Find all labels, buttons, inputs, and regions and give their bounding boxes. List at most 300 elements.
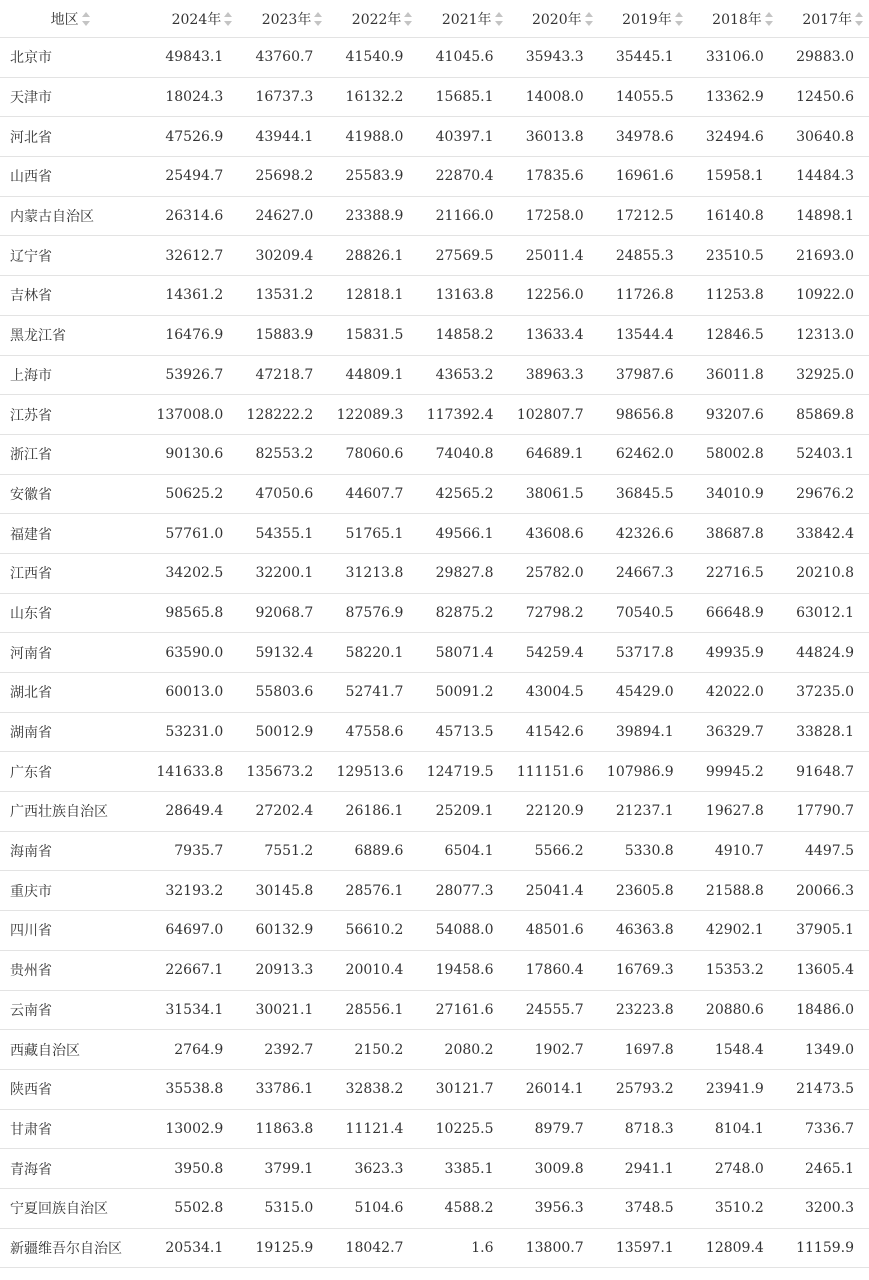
value-cell: 12809.4 (689, 1228, 779, 1268)
value-cell: 53926.7 (148, 355, 238, 395)
value-cell: 3799.1 (238, 1149, 328, 1189)
sort-arrows-icon[interactable] (765, 12, 773, 26)
value-cell: 24555.7 (509, 990, 599, 1030)
header-row (0, 0, 869, 38)
sort-arrows-icon[interactable] (495, 12, 503, 26)
region-cell: 广西壮族自治区 (0, 792, 148, 832)
value-cell: 15353.2 (689, 950, 779, 990)
value-cell: 37235.0 (779, 673, 869, 713)
value-cell: 5502.8 (148, 1188, 238, 1228)
column-header-label: 2017年 (802, 11, 852, 28)
value-cell: 12256.0 (509, 276, 599, 316)
value-cell: 92068.7 (238, 593, 328, 633)
value-cell: 1697.8 (599, 1030, 689, 1070)
value-cell: 3510.2 (689, 1188, 779, 1228)
value-cell: 8979.7 (509, 1109, 599, 1149)
value-cell: 64697.0 (148, 911, 238, 951)
value-cell: 20534.1 (148, 1228, 238, 1268)
value-cell: 29827.8 (418, 553, 508, 593)
value-cell: 5104.6 (328, 1188, 418, 1228)
value-cell: 64689.1 (509, 434, 599, 474)
value-cell: 20010.4 (328, 950, 418, 990)
table-row (0, 553, 869, 593)
value-cell: 124719.5 (418, 752, 508, 792)
value-cell: 50625.2 (148, 474, 238, 514)
value-cell: 99945.2 (689, 752, 779, 792)
value-cell: 32193.2 (148, 871, 238, 911)
value-cell: 1548.4 (689, 1030, 779, 1070)
value-cell: 14055.5 (599, 77, 689, 117)
value-cell: 78060.6 (328, 434, 418, 474)
value-cell: 6889.6 (328, 831, 418, 871)
value-cell: 60013.0 (148, 673, 238, 713)
value-cell: 13605.4 (779, 950, 869, 990)
value-cell: 42565.2 (418, 474, 508, 514)
value-cell: 3956.3 (509, 1188, 599, 1228)
table-row (0, 236, 869, 276)
value-cell: 34202.5 (148, 553, 238, 593)
value-cell: 33786.1 (238, 1069, 328, 1109)
value-cell: 43653.2 (418, 355, 508, 395)
column-header-2017[interactable] (779, 0, 869, 38)
value-cell: 35445.1 (599, 38, 689, 78)
value-cell: 11121.4 (328, 1109, 418, 1149)
table-row (0, 315, 869, 355)
value-cell: 2465.1 (779, 1149, 869, 1189)
value-cell: 111151.6 (509, 752, 599, 792)
sort-arrows-icon[interactable] (224, 12, 232, 26)
value-cell: 18024.3 (148, 77, 238, 117)
value-cell: 42022.0 (689, 673, 779, 713)
value-cell: 137008.0 (148, 395, 238, 435)
value-cell: 47558.6 (328, 712, 418, 752)
value-cell: 90130.6 (148, 434, 238, 474)
value-cell: 63012.1 (779, 593, 869, 633)
table-row (0, 1149, 869, 1189)
region-cell: 四川省 (0, 911, 148, 951)
table-row (0, 1069, 869, 1109)
region-cell: 天津市 (0, 77, 148, 117)
value-cell: 3748.5 (599, 1188, 689, 1228)
value-cell: 21166.0 (418, 196, 508, 236)
value-cell: 44824.9 (779, 633, 869, 673)
column-header-label: 2020年 (531, 11, 582, 28)
value-cell: 3385.1 (418, 1149, 508, 1189)
value-cell: 14858.2 (418, 315, 508, 355)
value-cell: 17258.0 (509, 196, 599, 236)
value-cell: 26186.1 (328, 792, 418, 832)
column-header-label: 2019年 (622, 11, 672, 28)
column-header-region[interactable] (0, 0, 148, 38)
value-cell: 82875.2 (418, 593, 508, 633)
value-cell: 25782.0 (509, 553, 599, 593)
sort-arrows-icon[interactable] (675, 12, 683, 26)
value-cell: 59132.4 (238, 633, 328, 673)
value-cell: 23510.5 (689, 236, 779, 276)
column-header-2023[interactable] (238, 0, 328, 38)
value-cell: 107986.9 (599, 752, 689, 792)
value-cell: 18486.0 (779, 990, 869, 1030)
table-row (0, 395, 869, 435)
value-cell: 37905.1 (779, 911, 869, 951)
sort-arrows-icon[interactable] (82, 12, 90, 26)
value-cell: 32925.0 (779, 355, 869, 395)
table-row (0, 1228, 869, 1268)
value-cell: 25041.4 (509, 871, 599, 911)
value-cell: 36013.8 (509, 117, 599, 157)
value-cell: 21473.5 (779, 1069, 869, 1109)
value-cell: 13002.9 (148, 1109, 238, 1149)
region-cell: 内蒙古自治区 (0, 196, 148, 236)
value-cell: 43760.7 (238, 38, 328, 78)
value-cell: 50091.2 (418, 673, 508, 713)
value-cell: 15958.1 (689, 157, 779, 197)
value-cell: 82553.2 (238, 434, 328, 474)
table-row (0, 871, 869, 911)
table-row (0, 673, 869, 713)
table-row (0, 1109, 869, 1149)
value-cell: 47218.7 (238, 355, 328, 395)
value-cell: 42326.6 (599, 514, 689, 554)
value-cell: 38687.8 (689, 514, 779, 554)
value-cell: 128222.2 (238, 395, 328, 435)
value-cell: 11159.9 (779, 1228, 869, 1268)
sort-arrows-icon[interactable] (404, 12, 412, 26)
value-cell: 38963.3 (509, 355, 599, 395)
value-cell: 28077.3 (418, 871, 508, 911)
column-header-label: 地区 (50, 11, 79, 28)
value-cell: 2764.9 (148, 1030, 238, 1070)
value-cell: 27569.5 (418, 236, 508, 276)
value-cell: 26314.6 (148, 196, 238, 236)
value-cell: 51765.1 (328, 514, 418, 554)
value-cell: 45713.5 (418, 712, 508, 752)
value-cell: 41988.0 (328, 117, 418, 157)
value-cell: 10922.0 (779, 276, 869, 316)
value-cell: 24627.0 (238, 196, 328, 236)
value-cell: 30640.8 (779, 117, 869, 157)
column-header-2022[interactable] (328, 0, 418, 38)
value-cell: 72798.2 (509, 593, 599, 633)
region-cell: 青海省 (0, 1149, 148, 1189)
sort-arrows-icon[interactable] (314, 12, 322, 26)
value-cell: 34978.6 (599, 117, 689, 157)
value-cell: 5566.2 (509, 831, 599, 871)
value-cell: 58220.1 (328, 633, 418, 673)
value-cell: 25011.4 (509, 236, 599, 276)
value-cell: 28649.4 (148, 792, 238, 832)
value-cell: 13163.8 (418, 276, 508, 316)
region-cell: 海南省 (0, 831, 148, 871)
value-cell: 98565.8 (148, 593, 238, 633)
value-cell: 13633.4 (509, 315, 599, 355)
value-cell: 141633.8 (148, 752, 238, 792)
region-cell: 湖北省 (0, 673, 148, 713)
value-cell: 23223.8 (599, 990, 689, 1030)
value-cell: 46363.8 (599, 911, 689, 951)
value-cell: 41540.9 (328, 38, 418, 78)
sort-arrows-icon[interactable] (585, 12, 593, 26)
value-cell: 52403.1 (779, 434, 869, 474)
table-row (0, 1188, 869, 1228)
region-cell: 广东省 (0, 752, 148, 792)
value-cell: 2748.0 (689, 1149, 779, 1189)
value-cell: 6504.1 (418, 831, 508, 871)
value-cell: 4588.2 (418, 1188, 508, 1228)
region-cell: 河南省 (0, 633, 148, 673)
value-cell: 36011.8 (689, 355, 779, 395)
value-cell: 23605.8 (599, 871, 689, 911)
value-cell: 27161.6 (418, 990, 508, 1030)
column-header-2024[interactable] (148, 0, 238, 38)
region-cell: 上海市 (0, 355, 148, 395)
value-cell: 4910.7 (689, 831, 779, 871)
value-cell: 10225.5 (418, 1109, 508, 1149)
table-row (0, 1030, 869, 1070)
table-row (0, 276, 869, 316)
value-cell: 7935.7 (148, 831, 238, 871)
value-cell: 20066.3 (779, 871, 869, 911)
table-row (0, 633, 869, 673)
value-cell: 3200.3 (779, 1188, 869, 1228)
value-cell: 63590.0 (148, 633, 238, 673)
value-cell: 13544.4 (599, 315, 689, 355)
value-cell: 27202.4 (238, 792, 328, 832)
value-cell: 2080.2 (418, 1030, 508, 1070)
value-cell: 15685.1 (418, 77, 508, 117)
region-cell: 陕西省 (0, 1069, 148, 1109)
value-cell: 22120.9 (509, 792, 599, 832)
value-cell: 37987.6 (599, 355, 689, 395)
region-cell: 甘肃省 (0, 1109, 148, 1149)
table-row (0, 117, 869, 157)
value-cell: 17790.7 (779, 792, 869, 832)
value-cell: 3950.8 (148, 1149, 238, 1189)
value-cell: 14484.3 (779, 157, 869, 197)
value-cell: 16961.6 (599, 157, 689, 197)
table-row (0, 196, 869, 236)
value-cell: 33106.0 (689, 38, 779, 78)
value-cell: 32494.6 (689, 117, 779, 157)
value-cell: 3009.8 (509, 1149, 599, 1189)
region-cell: 湖南省 (0, 712, 148, 752)
value-cell: 35943.3 (509, 38, 599, 78)
value-cell: 53717.8 (599, 633, 689, 673)
value-cell: 54259.4 (509, 633, 599, 673)
value-cell: 2392.7 (238, 1030, 328, 1070)
value-cell: 25698.2 (238, 157, 328, 197)
region-cell: 福建省 (0, 514, 148, 554)
value-cell: 16769.3 (599, 950, 689, 990)
value-cell: 30209.4 (238, 236, 328, 276)
value-cell: 2941.1 (599, 1149, 689, 1189)
sort-arrows-icon[interactable] (855, 12, 863, 26)
value-cell: 53231.0 (148, 712, 238, 752)
region-cell: 山东省 (0, 593, 148, 633)
value-cell: 11253.8 (689, 276, 779, 316)
value-cell: 13597.1 (599, 1228, 689, 1268)
value-cell: 36845.5 (599, 474, 689, 514)
value-cell: 41542.6 (509, 712, 599, 752)
table-row (0, 712, 869, 752)
value-cell: 43608.6 (509, 514, 599, 554)
value-cell: 12450.6 (779, 77, 869, 117)
value-cell: 47050.6 (238, 474, 328, 514)
value-cell: 17835.6 (509, 157, 599, 197)
value-cell: 13531.2 (238, 276, 328, 316)
value-cell: 39894.1 (599, 712, 689, 752)
value-cell: 21693.0 (779, 236, 869, 276)
table-row (0, 38, 869, 78)
value-cell: 15883.9 (238, 315, 328, 355)
column-header-label: 2018年 (712, 11, 762, 28)
region-cell: 北京市 (0, 38, 148, 78)
value-cell: 16737.3 (238, 77, 328, 117)
value-cell: 44607.7 (328, 474, 418, 514)
value-cell: 2150.2 (328, 1030, 418, 1070)
value-cell: 43944.1 (238, 117, 328, 157)
value-cell: 58071.4 (418, 633, 508, 673)
value-cell: 3623.3 (328, 1149, 418, 1189)
value-cell: 52741.7 (328, 673, 418, 713)
value-cell: 22716.5 (689, 553, 779, 593)
table-row (0, 474, 869, 514)
value-cell: 38061.5 (509, 474, 599, 514)
region-cell: 新疆维吾尔自治区 (0, 1228, 148, 1268)
value-cell: 49566.1 (418, 514, 508, 554)
value-cell: 55803.6 (238, 673, 328, 713)
region-cell: 辽宁省 (0, 236, 148, 276)
column-header-2020[interactable] (509, 0, 599, 38)
value-cell: 135673.2 (238, 752, 328, 792)
table-row (0, 990, 869, 1030)
region-cell: 河北省 (0, 117, 148, 157)
region-cell: 云南省 (0, 990, 148, 1030)
value-cell: 5330.8 (599, 831, 689, 871)
value-cell: 42902.1 (689, 911, 779, 951)
value-cell: 43004.5 (509, 673, 599, 713)
region-cell: 山西省 (0, 157, 148, 197)
value-cell: 32200.1 (238, 553, 328, 593)
column-header-2018[interactable] (689, 0, 779, 38)
value-cell: 13800.7 (509, 1228, 599, 1268)
value-cell: 25209.1 (418, 792, 508, 832)
value-cell: 15831.5 (328, 315, 418, 355)
value-cell: 8104.1 (689, 1109, 779, 1149)
table-row (0, 355, 869, 395)
value-cell: 8718.3 (599, 1109, 689, 1149)
table-row (0, 514, 869, 554)
value-cell: 58002.8 (689, 434, 779, 474)
value-cell: 57761.0 (148, 514, 238, 554)
value-cell: 56610.2 (328, 911, 418, 951)
value-cell: 22667.1 (148, 950, 238, 990)
table-row (0, 911, 869, 951)
value-cell: 49935.9 (689, 633, 779, 673)
value-cell: 14361.2 (148, 276, 238, 316)
value-cell: 19627.8 (689, 792, 779, 832)
value-cell: 7551.2 (238, 831, 328, 871)
value-cell: 74040.8 (418, 434, 508, 474)
value-cell: 70540.5 (599, 593, 689, 633)
value-cell: 44809.1 (328, 355, 418, 395)
value-cell: 66648.9 (689, 593, 779, 633)
region-cell: 宁夏回族自治区 (0, 1188, 148, 1228)
value-cell: 21588.8 (689, 871, 779, 911)
value-cell: 1.6 (418, 1228, 508, 1268)
value-cell: 24855.3 (599, 236, 689, 276)
value-cell: 36329.7 (689, 712, 779, 752)
value-cell: 30145.8 (238, 871, 328, 911)
value-cell: 12313.0 (779, 315, 869, 355)
value-cell: 49843.1 (148, 38, 238, 78)
value-cell: 87576.9 (328, 593, 418, 633)
column-header-2021[interactable] (418, 0, 508, 38)
value-cell: 25793.2 (599, 1069, 689, 1109)
value-cell: 25494.7 (148, 157, 238, 197)
value-cell: 29883.0 (779, 38, 869, 78)
value-cell: 50012.9 (238, 712, 328, 752)
value-cell: 20913.3 (238, 950, 328, 990)
column-header-label: 2023年 (261, 11, 312, 28)
value-cell: 31534.1 (148, 990, 238, 1030)
region-cell: 重庆市 (0, 871, 148, 911)
value-cell: 28826.1 (328, 236, 418, 276)
value-cell: 12818.1 (328, 276, 418, 316)
table-row (0, 593, 869, 633)
column-header-label: 2021年 (441, 11, 492, 28)
value-cell: 19125.9 (238, 1228, 328, 1268)
value-cell: 129513.6 (328, 752, 418, 792)
value-cell: 91648.7 (779, 752, 869, 792)
value-cell: 20880.6 (689, 990, 779, 1030)
value-cell: 33842.4 (779, 514, 869, 554)
value-cell: 32838.2 (328, 1069, 418, 1109)
value-cell: 16132.2 (328, 77, 418, 117)
region-cell: 吉林省 (0, 276, 148, 316)
value-cell: 30121.7 (418, 1069, 508, 1109)
value-cell: 18042.7 (328, 1228, 418, 1268)
value-cell: 23388.9 (328, 196, 418, 236)
region-cell: 安徽省 (0, 474, 148, 514)
value-cell: 24667.3 (599, 553, 689, 593)
value-cell: 14898.1 (779, 196, 869, 236)
value-cell: 54355.1 (238, 514, 328, 554)
value-cell: 122089.3 (328, 395, 418, 435)
value-cell: 11863.8 (238, 1109, 328, 1149)
value-cell: 41045.6 (418, 38, 508, 78)
value-cell: 4497.5 (779, 831, 869, 871)
column-header-2019[interactable] (599, 0, 689, 38)
table-row (0, 831, 869, 871)
value-cell: 17860.4 (509, 950, 599, 990)
value-cell: 33828.1 (779, 712, 869, 752)
value-cell: 31213.8 (328, 553, 418, 593)
value-cell: 19458.6 (418, 950, 508, 990)
table-row (0, 752, 869, 792)
table-body (0, 38, 869, 1268)
value-cell: 62462.0 (599, 434, 689, 474)
table-row (0, 77, 869, 117)
value-cell: 47526.9 (148, 117, 238, 157)
value-cell: 21237.1 (599, 792, 689, 832)
region-cell: 浙江省 (0, 434, 148, 474)
value-cell: 28576.1 (328, 871, 418, 911)
value-cell: 48501.6 (509, 911, 599, 951)
table-row (0, 434, 869, 474)
value-cell: 12846.5 (689, 315, 779, 355)
value-cell: 45429.0 (599, 673, 689, 713)
